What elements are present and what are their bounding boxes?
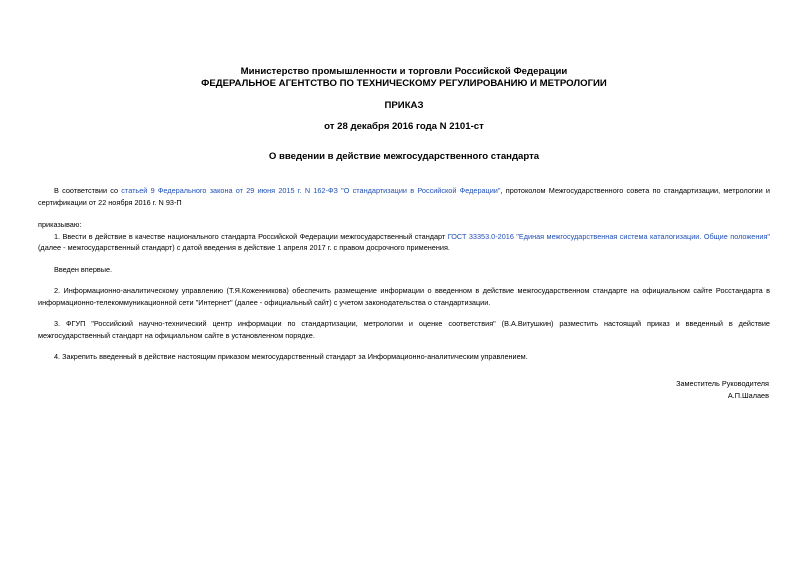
signatory-name: А.П.Шалаев — [727, 390, 769, 400]
item-4-paragraph: 4. Закрепить введенный в действие настоящим приказом межгосударственный стандарт за Информационно-аналитическим управлением. — [54, 352, 528, 361]
item-1-suffix: (далее - межгосударственный стандарт) с датой введения в действие 1 апреля 2017 г. с правом досрочного применения. — [38, 243, 450, 252]
introduced-first-note: Введен впервые. — [54, 264, 113, 274]
intro-prefix: В соответствии со — [54, 186, 122, 195]
document-page — [38, 66, 770, 363]
document-date-number: от 28 декабря 2016 года N 2101-ст — [324, 121, 484, 132]
signature-block — [676, 378, 769, 401]
intro-suffix: , протоколом Межгосударственного совета по стандартизации, метрологии и сертификации от 22 ноября 2016 г. N 93-П — [38, 186, 771, 207]
document-type: ПРИКАЗ — [384, 100, 424, 111]
ministry-name: Министерство промышленности и торговли Российской Федерации — [240, 66, 568, 77]
agency-name: ФЕДЕРАЛЬНОЕ АГЕНТСТВО ПО ТЕХНИЧЕСКОМУ РЕГУЛИРОВАНИЮ И МЕТРОЛОГИИ — [201, 78, 607, 89]
order-verb: приказываю: — [38, 220, 82, 229]
item-1-paragraph — [38, 231, 770, 254]
signatory-position: Заместитель Руководителя — [676, 379, 769, 388]
item-3-paragraph: 3. ФГУП "Российский научно-технический центр информации по стандартизации, метрологии и оценке соответствия" (В.А.Витушкин) разместить настоящий приказ и введенный в действие межгосударственный стандарт на официальном сайте в установленном порядке. — [38, 319, 770, 340]
item-2-paragraph: 2. Информационно-аналитическому управлению (Т.Я.Коженникова) обеспечить размещение информации о введенном в действие межгосударственном стандарте на официальном сайте Росстандарта в информационно-телекоммуникационной сети "Интернет" (далее - официальный сайт) с учетом законодательства о стандартизации. — [38, 286, 770, 307]
intro-paragraph — [38, 185, 770, 208]
document-title: О введении в действие межгосударственного стандарта — [268, 151, 540, 162]
gost-standard-link[interactable]: ГОСТ 33353.0-2016 "Единая межгосударственная система каталогизации. Общие положения" — [447, 231, 770, 241]
item-1-prefix: 1. Ввести в действие в качестве национального стандарта Российской Федерации межгосударственный стандарт — [54, 231, 448, 241]
federal-law-link[interactable]: статьей 9 Федерального закона от 29 июня 2015 г. N 162-ФЗ "О стандартизации в Российской Федерации" — [121, 186, 501, 195]
